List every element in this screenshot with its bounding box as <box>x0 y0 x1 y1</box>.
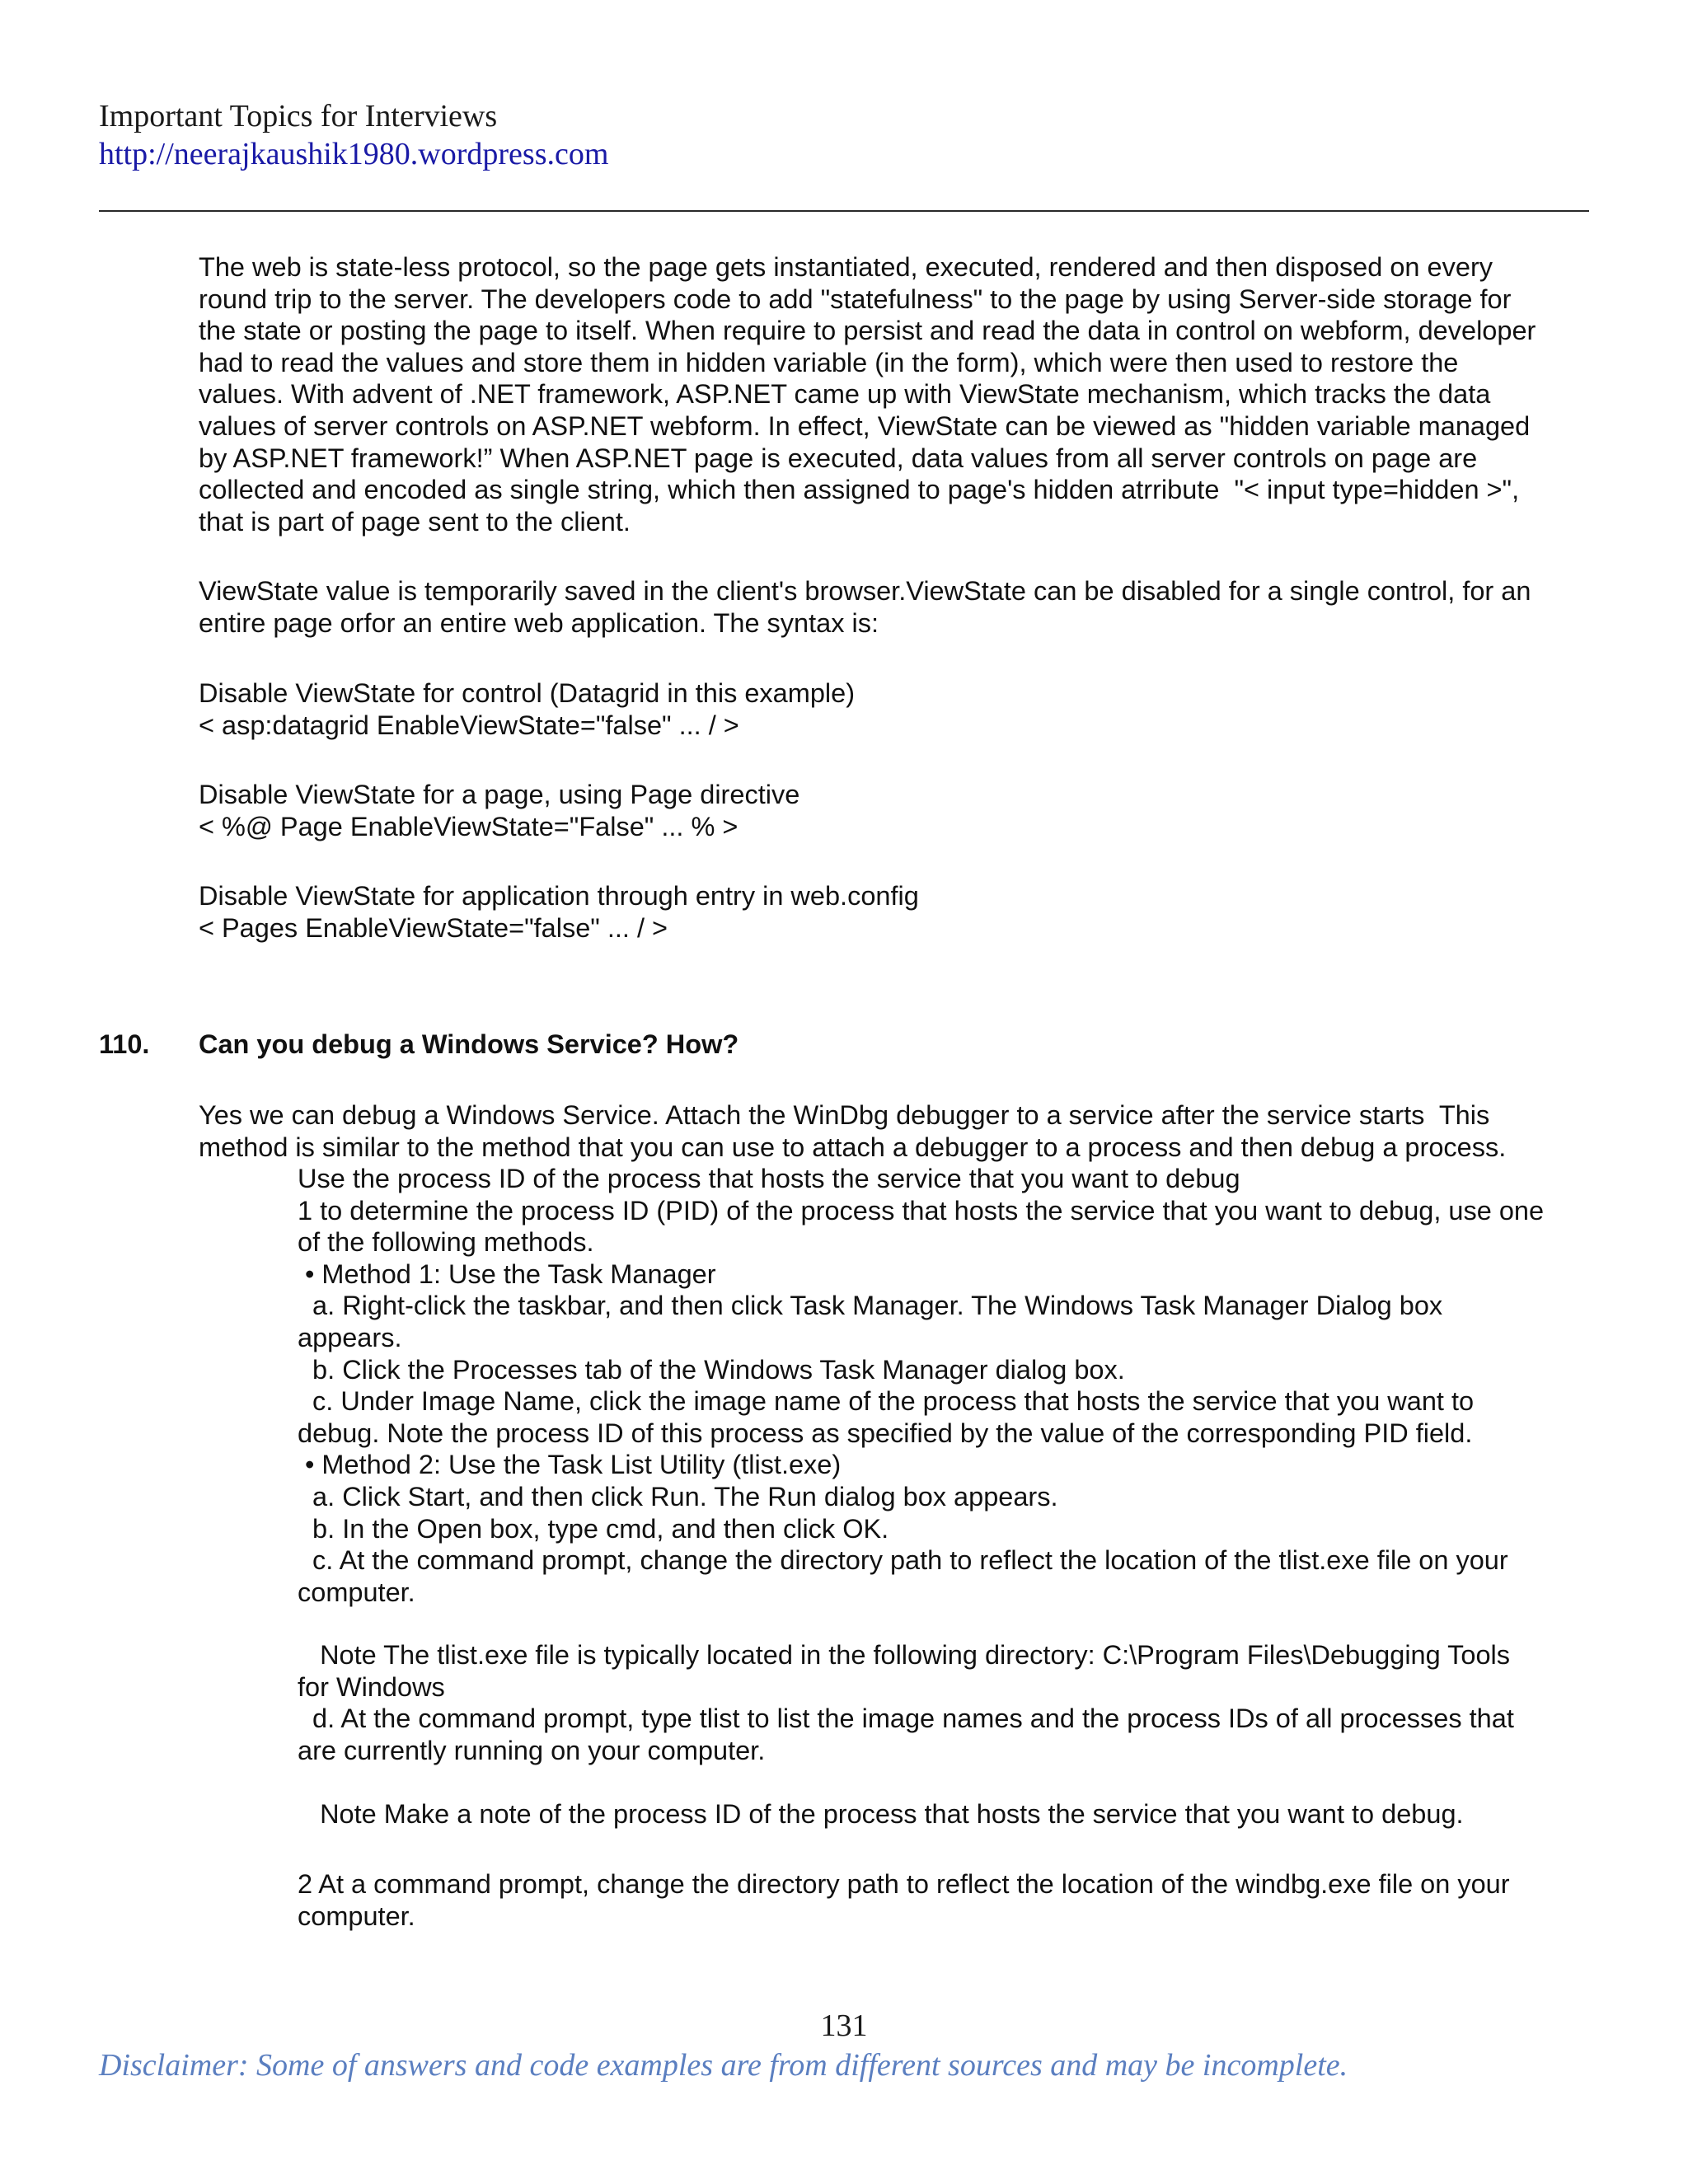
text-line: values. With advent of .NET framework, ASP.NET came up with ViewState mechanism, which tracks the data <box>199 379 1491 410</box>
viewstate-control-syntax <box>199 677 1600 741</box>
text-line: debug. Note the process ID of this process as specified by the value of the corresponding PID field. <box>298 1418 1473 1448</box>
text-line: for Windows <box>298 1671 445 1702</box>
text-line: The web is state-less protocol, so the page gets instantiated, executed, rendered and then disposed on every <box>199 252 1493 282</box>
viewstate-page-syntax <box>199 779 1600 842</box>
text-line: method is similar to the method that you can use to attach a debugger to a process and then debug a process. <box>199 1132 1507 1162</box>
viewstate-paragraph-1 <box>199 251 1600 537</box>
header-title: Important Topics for Interviews <box>99 99 498 134</box>
text-line: d. At the command prompt, type tlist to list the image names and the process IDs of all processes that <box>298 1704 1514 1734</box>
text-line: Note The tlist.exe file is typically located in the following directory: C:\Program Files\Debugging Tools <box>298 1640 1511 1670</box>
list-item: • Method 2: Use the Task List Utility (tlist.exe) <box>298 1450 842 1480</box>
text-line: values of server controls on ASP.NET webform. In effect, ViewState can be viewed as "hidden variable managed <box>199 410 1531 441</box>
answer-intro <box>199 1099 1600 1163</box>
text-line: c. At the command prompt, change the directory path to reflect the location of the tlist.exe file on your <box>298 1545 1508 1576</box>
answer-step-2 <box>298 1868 1600 1932</box>
text-line: Yes we can debug a Windows Service. Attach the WinDbg debugger to a service after the service starts This <box>199 1100 1490 1130</box>
text-line: 2 At a command prompt, change the directory path to reflect the location of the windbg.exe file on your <box>298 1869 1510 1899</box>
text-line: appears. <box>298 1322 402 1352</box>
text-line: 1 to determine the process ID (PID) of the process that hosts the service that you want to debug, use one <box>298 1195 1545 1226</box>
answer-note-pid <box>298 1798 1600 1830</box>
code-line: < asp:datagrid EnableViewState="false" ... / > <box>199 710 739 740</box>
text-line: by ASP.NET framework!” When ASP.NET page is executed, data values from all server controls on page are <box>199 443 1478 473</box>
header-divider <box>99 210 1589 212</box>
code-line: < %@ Page EnableViewState="False" ... % > <box>199 811 738 841</box>
text-line: are currently running on your computer. <box>298 1735 766 1765</box>
text-line: Note Make a note of the process ID of the process that hosts the service that you want to debug. <box>298 1799 1464 1829</box>
text-line: computer. <box>298 1900 415 1931</box>
text-line: round trip to the server. The developers code to add "statefulness" to the page by using Server-side storage for <box>199 284 1512 314</box>
text-line: of the following methods. <box>298 1227 594 1258</box>
text-line: c. Under Image Name, click the image name of the process that hosts the service that you want to <box>298 1386 1475 1417</box>
question-heading: Can you debug a Windows Service? How? <box>199 1029 739 1059</box>
text-line: a. Right-click the taskbar, and then click Task Manager. The Windows Task Manager Dialog box <box>298 1291 1443 1321</box>
text-line: that is part of page sent to the client. <box>199 506 631 537</box>
question-number: 110. <box>99 1029 150 1059</box>
text-line: b. In the Open box, type cmd, and then click OK. <box>298 1513 889 1544</box>
footer-disclaimer: Disclaimer: Some of answers and code examples are from different sources and may be incomplete. <box>99 2048 1348 2083</box>
list-item: • Method 1: Use the Task Manager <box>298 1258 716 1289</box>
text-line: had to read the values and store them in hidden variable (in the form), which were then used to restore the <box>199 347 1459 377</box>
code-line: < Pages EnableViewState="false" ... / > <box>199 912 668 943</box>
viewstate-paragraph-2 <box>199 575 1600 639</box>
page-number: 131 <box>820 2008 868 2043</box>
answer-note-tlist <box>298 1639 1600 1766</box>
viewstate-application-syntax <box>199 880 1600 944</box>
text-line: Disable ViewState for control (Datagrid in this example) <box>199 678 856 708</box>
header-url-link[interactable]: http://neerajkaushik1980.wordpress.com <box>99 137 609 171</box>
text-line: a. Click Start, and then click Run. The Run dialog box appears. <box>298 1481 1058 1511</box>
text-line: Disable ViewState for application through entry in web.config <box>199 881 919 911</box>
text-line: the state or posting the page to itself. When require to persist and read the data in control on webform, developer <box>199 316 1536 346</box>
text-line: computer. <box>298 1577 415 1607</box>
text-line: Use the process ID of the process that hosts the service that you want to debug <box>298 1164 1240 1193</box>
text-line: collected and encoded as single string, which then assigned to page's hidden atrribute "< input type=hidden >", <box>199 475 1520 505</box>
text-line: Disable ViewState for a page, using Page directive <box>199 780 800 809</box>
text-line: ViewState value is temporarily saved in the client's browser.ViewState can be disabled for a single control, for an <box>199 576 1531 606</box>
page-header <box>99 97 608 173</box>
text-line: b. Click the Processes tab of the Windows Task Manager dialog box. <box>298 1354 1125 1385</box>
text-line: entire page orfor an entire web application. The syntax is: <box>199 607 879 638</box>
answer-steps <box>298 1163 1600 1608</box>
